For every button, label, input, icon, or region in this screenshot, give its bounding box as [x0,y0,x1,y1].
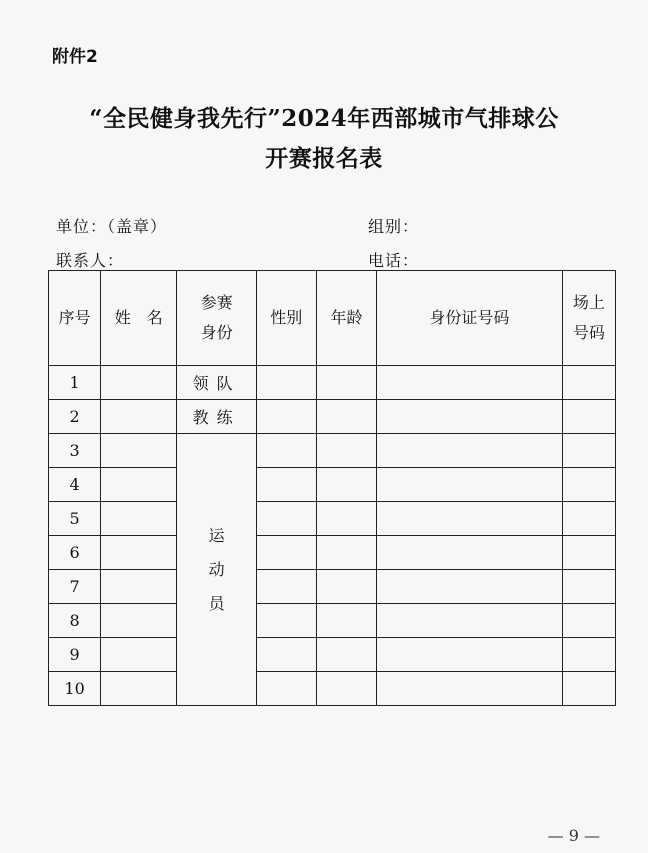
group-field-label: 组别： [368,217,420,236]
row-seq: 7 [49,570,101,604]
page-title-line2: 开赛报名表 [265,145,383,172]
jersey-cell[interactable] [562,536,615,570]
registration-table [48,270,616,706]
table-row [49,434,616,468]
row-seq: 3 [49,434,101,468]
gender-cell[interactable] [256,604,316,638]
jersey-cell[interactable] [562,604,615,638]
header-jersey-line1: 场上 [572,293,605,312]
table-row [49,638,616,672]
row-seq: 9 [49,638,101,672]
id-number-cell[interactable] [377,570,563,604]
table-row [49,468,616,502]
table-row [49,502,616,536]
age-cell[interactable] [316,570,376,604]
gender-cell[interactable] [256,570,316,604]
header-jersey [562,271,615,366]
name-cell[interactable] [101,468,177,502]
jersey-cell[interactable] [562,400,615,434]
id-number-cell[interactable] [377,400,563,434]
gender-cell[interactable] [256,672,316,706]
unit-field-label: 单位：（盖章） [56,217,168,236]
id-number-cell[interactable] [377,536,563,570]
name-cell[interactable] [101,366,177,400]
gender-cell[interactable] [256,638,316,672]
jersey-cell[interactable] [562,638,615,672]
header-seq: 序号 [49,271,101,366]
age-cell[interactable] [316,638,376,672]
row-seq: 4 [49,468,101,502]
name-cell[interactable] [101,672,177,706]
header-id-number: 身份证号码 [377,271,563,366]
jersey-cell[interactable] [562,570,615,604]
id-number-cell[interactable] [377,366,563,400]
row-seq: 2 [49,400,101,434]
row-seq: 5 [49,502,101,536]
age-cell[interactable] [316,672,376,706]
gender-cell[interactable] [256,468,316,502]
table-header-row [49,271,616,366]
age-cell[interactable] [316,468,376,502]
header-role [177,271,256,366]
gender-cell[interactable] [256,400,316,434]
page-number: — 9 — [547,826,600,845]
age-cell[interactable] [316,434,376,468]
table-row [49,604,616,638]
jersey-cell[interactable] [562,468,615,502]
header-role-line2: 身份 [200,323,233,342]
age-cell[interactable] [316,400,376,434]
row-seq: 1 [49,366,101,400]
gender-cell[interactable] [256,366,316,400]
header-age: 年龄 [316,271,376,366]
role-cell-leader: 领队 [177,366,256,400]
id-number-cell[interactable] [377,638,563,672]
header-gender: 性别 [256,271,316,366]
row-seq: 10 [49,672,101,706]
name-cell[interactable] [101,536,177,570]
name-cell[interactable] [101,570,177,604]
age-cell[interactable] [316,536,376,570]
phone-field-label: 电话： [368,251,420,270]
header-jersey-line2: 号码 [572,323,605,342]
id-number-cell[interactable] [377,604,563,638]
jersey-cell[interactable] [562,434,615,468]
jersey-cell[interactable] [562,502,615,536]
id-number-cell[interactable] [377,468,563,502]
role-cell-coach: 教练 [177,400,256,434]
role-cell-athlete [177,434,256,706]
name-cell[interactable] [101,638,177,672]
athlete-char-3: 员 [208,593,225,613]
id-number-cell[interactable] [377,502,563,536]
gender-cell[interactable] [256,434,316,468]
table-row [49,366,616,400]
athlete-char-1: 运 [208,525,225,545]
athlete-char-2: 动 [208,559,225,579]
table-row [49,672,616,706]
jersey-cell[interactable] [562,672,615,706]
row-seq: 8 [49,604,101,638]
id-number-cell[interactable] [377,434,563,468]
table-row [49,536,616,570]
header-role-line1: 参赛 [200,293,233,312]
table-row [49,400,616,434]
jersey-cell[interactable] [562,366,615,400]
age-cell[interactable] [316,604,376,638]
id-number-cell[interactable] [377,672,563,706]
name-cell[interactable] [101,604,177,638]
row-seq: 6 [49,536,101,570]
name-cell[interactable] [101,434,177,468]
contact-field-label: 联系人： [56,251,125,270]
gender-cell[interactable] [256,536,316,570]
name-cell[interactable] [101,400,177,434]
header-name: 姓 名 [101,271,177,366]
table-row [49,570,616,604]
age-cell[interactable] [316,366,376,400]
name-cell[interactable] [101,502,177,536]
gender-cell[interactable] [256,502,316,536]
age-cell[interactable] [316,502,376,536]
page-title-line1: “全民健身我先行”2024年西部城市气排球公 [89,105,559,132]
attachment-label: 附件2 [52,47,98,67]
